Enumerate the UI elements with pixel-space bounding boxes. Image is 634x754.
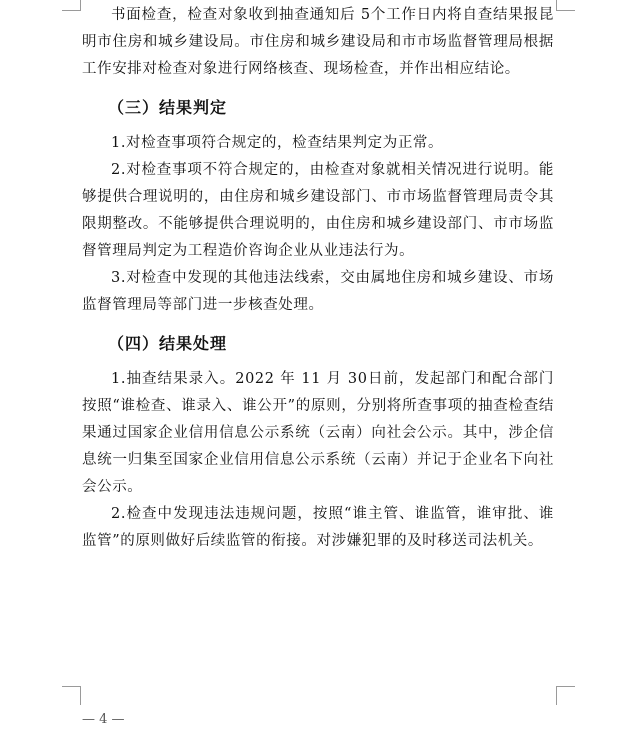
crop-mark-top-right <box>556 0 575 11</box>
paragraph-judgment-2: 2.对检查事项不符合规定的，由检查对象就相关情况进行说明。能够提供合理说明的，由住房和城乡建设部门、市市场监督管理局责令其限期整改。不能够提供合理说明的，由住房和城乡建设部门、市市场监督管理局判定为工程造价咨询企业从业违法行为。 <box>82 162 554 259</box>
paragraph-judgment-1: 1.对检查事项符合规定的，检查结果判定为正常。 <box>111 135 444 151</box>
crop-mark-top-left <box>62 0 81 11</box>
paragraph-written-inspection: 书面检查，检查对象收到抽查通知后 5个工作日内将自查结果报昆明市住房和城乡建设局。市住房和城乡建设局和市市场监督管理局根据工作安排对检查对象进行网络核查、现场检查，并作出相应结论。 <box>82 7 554 77</box>
crop-mark-bottom-right <box>556 686 575 705</box>
document-body <box>82 2 554 555</box>
page-number: — 4 — <box>82 712 125 727</box>
paragraph-handling-2: 2.检查中发现违法违规问题，按照“谁主管、谁监管，谁审批、谁监管”的原则做好后续监管的衔接。对涉嫌犯罪的及时移送司法机关。 <box>82 506 554 549</box>
paragraph-handling-1: 1.抽查结果录入。2022 年 11 月 30日前，发起部门和配合部门按照“谁检查、谁录入、谁公开”的原则，分别将所查事项的抽查检查结果通过国家企业信用信息公示系统（云南）向社会公示。其中，涉企信息统一归集至国家企业信用信息公示系统（云南）并记于企业名下向社会公示。 <box>82 371 554 495</box>
paragraph-judgment-3: 3.对检查中发现的其他违法线索，交由属地住房和城乡建设、市场监督管理局等部门进一步核查处理。 <box>82 270 554 313</box>
section-heading-result-judgment: （三）结果判定 <box>108 98 228 117</box>
crop-mark-bottom-left <box>62 686 81 705</box>
section-heading-result-handling: （四）结果处理 <box>108 334 228 353</box>
